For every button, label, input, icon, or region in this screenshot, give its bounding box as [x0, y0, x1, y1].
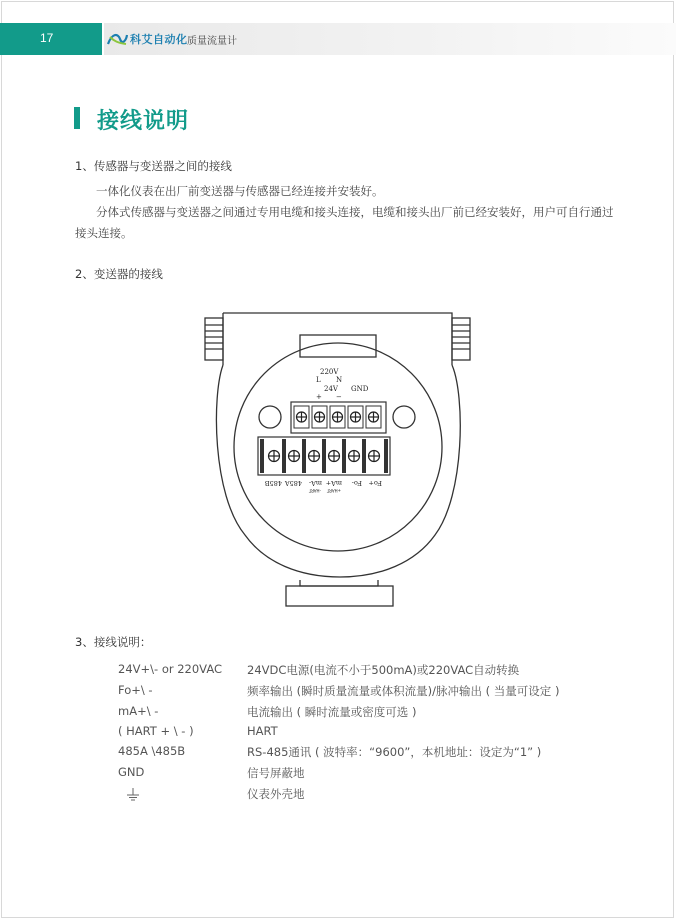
wiring-row: [0, 744, 676, 764]
wiring-row: [0, 724, 676, 744]
label-fo-plus: Fo+: [368, 479, 382, 487]
signal-description: 频率输出 (瞬时质量流量或体积流量)/脉冲输出 ( 当量可设定 ): [247, 684, 560, 698]
signal-name: mA+\ -: [118, 704, 159, 718]
label-ma-minus: mA-: [308, 479, 322, 487]
label-485b: 485B: [264, 479, 282, 487]
signal-description: RS-485通讯 ( 波特率：“9600”，本机地址：设定为“1” ): [247, 745, 542, 759]
signal-description: 电流输出 ( 瞬时流量或密度可选 ): [247, 705, 417, 719]
heading-sensor-wiring: 1、传感器与变送器之间的接线: [75, 159, 232, 173]
page-number: 17: [40, 31, 54, 45]
signal-terminal-block: [258, 437, 390, 475]
wiring-row: [0, 704, 676, 724]
header-subtitle: 质量流量计: [187, 36, 237, 47]
label-24v: 24V: [324, 385, 338, 393]
power-terminal-block: [291, 402, 386, 433]
label-gnd: GND: [351, 385, 369, 393]
company-logo-icon: [106, 31, 128, 47]
label-220v: 220V: [320, 368, 339, 376]
signal-description: 24VDC电源(电流不小于500mA)或220VAC自动转换: [247, 663, 520, 677]
mounting-hole-left: [259, 406, 281, 428]
signal-description: HART: [247, 724, 278, 738]
label-fo-minus: Fo-: [351, 479, 362, 487]
mounting-base: [286, 586, 393, 606]
signal-name: Fo+\ -: [118, 683, 153, 697]
paragraph-split-line1: 分体式传感器与变送器之间通过专用电缆和接头连接，电缆和接头出厂前已经安装好，用户可自行通过: [96, 205, 614, 219]
mounting-hole-right: [393, 406, 415, 428]
label-hart-minus: -HART: [308, 488, 321, 493]
wiring-row: [0, 765, 676, 785]
title-accent-bar: [74, 107, 80, 129]
signal-name: ( HART + \ - ): [118, 724, 194, 738]
wiring-row: [0, 786, 676, 806]
paragraph-integrated: 一体化仪表在出厂前变送器与传感器已经连接并安装好。: [96, 184, 384, 198]
wiring-row: [0, 683, 676, 703]
chassis-ground-icon: [126, 787, 140, 801]
wiring-diagram: [190, 305, 490, 610]
signal-name: 485A \485B: [118, 744, 186, 758]
heading-transmitter-wiring: 2、变送器的接线: [75, 267, 163, 281]
left-cable-gland: [205, 318, 223, 360]
signal-description: 信号屏蔽地: [247, 766, 305, 780]
label-plus: +: [316, 393, 322, 401]
signal-name: 24V+\- or 220VAC: [118, 662, 223, 676]
label-minus: −: [336, 393, 342, 401]
label-n: N: [336, 376, 343, 384]
signal-name: GND: [118, 765, 145, 779]
right-cable-gland: [452, 318, 470, 360]
label-hart-plus: +HART: [326, 488, 341, 493]
label-ma-plus: mA+: [325, 479, 342, 487]
signal-description: 仪表外壳地: [247, 787, 305, 801]
brand-name: 科艾自动化: [130, 33, 188, 46]
heading-wiring-notes: 3、接线说明：: [75, 635, 152, 649]
page-header: [0, 23, 676, 55]
section-title: 接线说明: [97, 109, 190, 134]
label-l: L: [316, 376, 321, 384]
label-485a: 485A: [284, 479, 302, 487]
header-accent: [0, 23, 102, 55]
paragraph-split-line2: 接头连接。: [75, 226, 133, 240]
wiring-row: [0, 662, 676, 682]
